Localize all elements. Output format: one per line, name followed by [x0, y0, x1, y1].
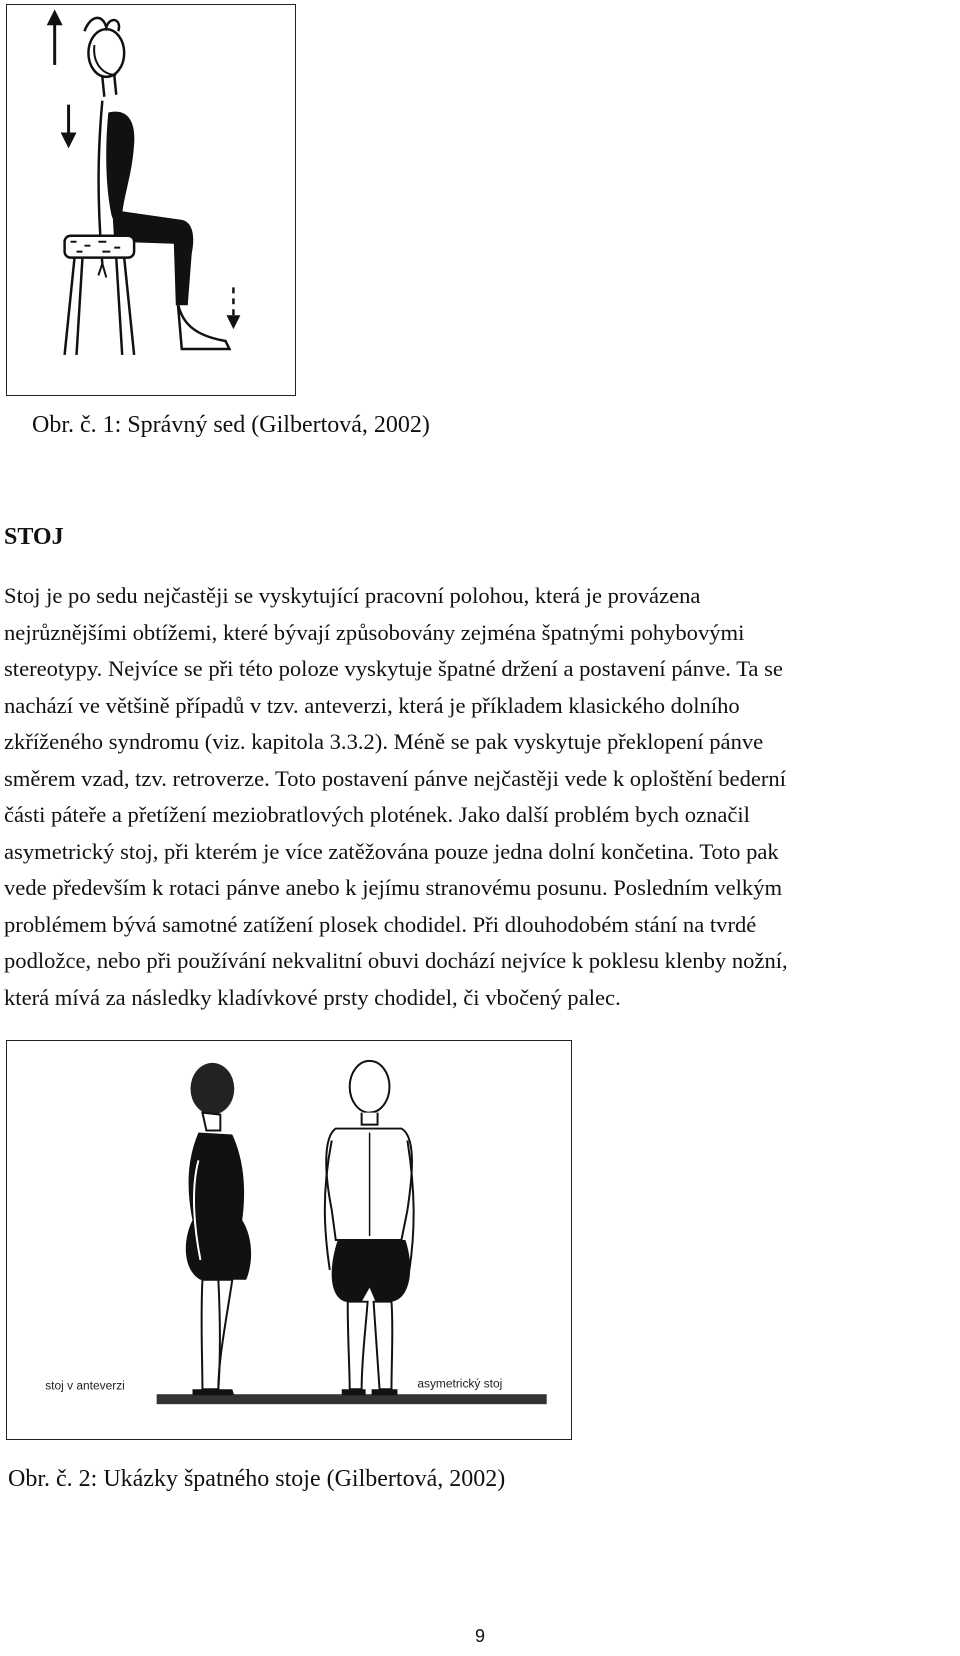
paragraph-line: stereotypy. Nejvíce se při této poloze vyskytuje špatné držení a postavení pánve. Ta se — [4, 656, 783, 681]
paragraph-line: Stoj je po sedu nejčastěji se vyskytující pracovní polohou, která je provázena — [4, 583, 701, 608]
figure-sitting-posture — [6, 4, 296, 396]
figure-label-anteverze: stoj v anteverzi — [45, 1378, 125, 1393]
paragraph-line: problémem bývá samotné zatížení plosek chodidel. Při dlouhodobém stání na tvrdé — [4, 911, 757, 937]
paragraph-line: zkříženého syndromu (viz. kapitola 3.3.2). Méně se pak vyskytuje překlopení pánve — [4, 729, 764, 754]
paragraph-line: vede především k rotaci pánve anebo k jejímu stranovému posunu. Posledním velkým — [4, 875, 783, 900]
paragraph-line: směrem vzad, tzv. retroverze. Toto postavení pánve nejčastěji vede k oploštění bederní — [4, 765, 787, 791]
paragraph-line: podložce, nebo při používání nekvalitní obuvi dochází nejvíce k poklesu klenby nožní, — [4, 948, 788, 973]
figure-standing-posture — [6, 1040, 572, 1440]
figure-caption: Obr. č. 2: Ukázky špatného stoje (Gilbertová, 2002) — [8, 1466, 506, 1492]
figure-label-asymetricky: asymetrický stoj — [417, 1376, 503, 1391]
paragraph-line: asymetrický stoj, při kterém je více zatěžována pouze jedna dolní končetina. Toto pak — [4, 838, 779, 864]
section-heading: STOJ — [4, 524, 64, 550]
body-paragraph — [4, 578, 954, 1016]
sitting-posture-drawing — [7, 5, 295, 395]
paragraph-line: části páteře a přetížení meziobratlových plotének. Jako další problém bych označil — [4, 802, 750, 827]
paragraph-line: nachází ve většině případů v tzv. anteverzi, která je příkladem klasického dolního — [4, 692, 740, 718]
paragraph-line: nejrůznějšími obtížemi, které bývají způsobovány zejména špatnými pohybovými — [4, 619, 745, 645]
paragraph-line: která mívá za následky kladívkové prsty chodidel, či vbočený palec. — [4, 984, 621, 1010]
page-number: 9 — [474, 1626, 485, 1646]
standing-posture-drawing — [7, 1041, 571, 1439]
figure-caption: Obr. č. 1: Správný sed (Gilbertová, 2002) — [32, 412, 430, 438]
